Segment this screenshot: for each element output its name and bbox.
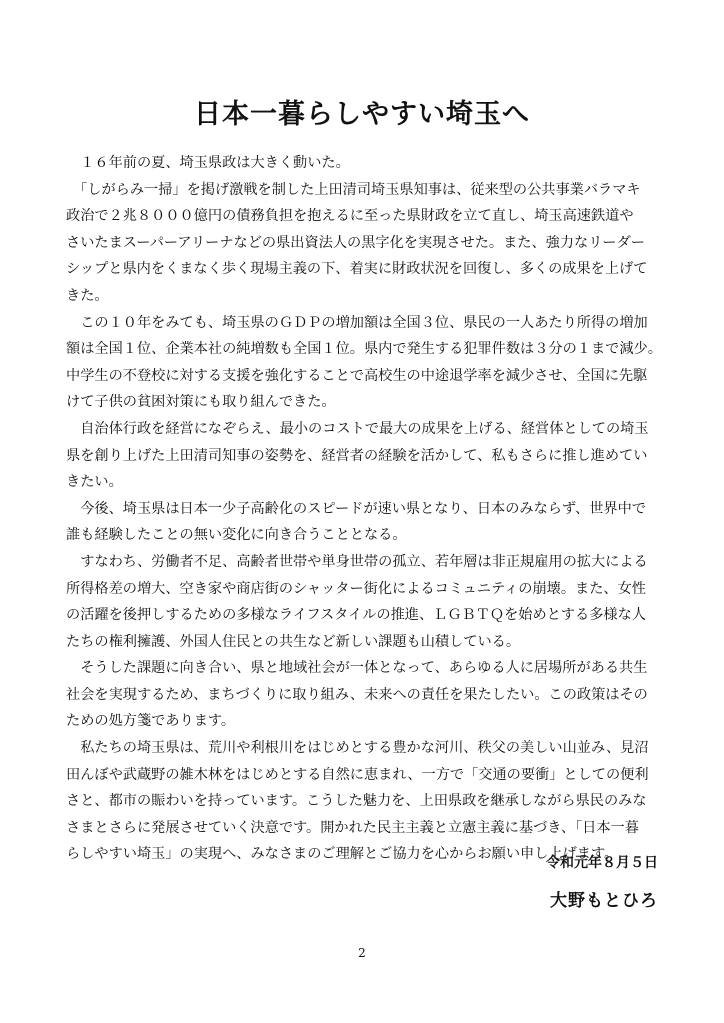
- body-line: 県を創り上げた上田清司知事の姿勢を、経営者の経験を活かして、私もさらに推し進めてい: [66, 447, 648, 464]
- body-line: 政治で２兆８０００億円の債務負担を抱えるに至った県財政を立て直し、埼玉高速鉄道や: [66, 208, 634, 225]
- body-line: 私たちの埼玉県は、荒川や利根川をはじめとする豊かな河川、秩父の美しい山並み、見沼: [66, 740, 649, 757]
- date-line: 令和元年８月５日: [546, 855, 658, 871]
- body-line: らしやすい埼玉」の実現へ、みなさまのご理解とご協力を心からお願い申し上げます。: [66, 846, 619, 863]
- body-line: そうした課題に向き合い、県と地域社会が一体となって、あらゆる人に居場所がある共生: [66, 660, 648, 677]
- body-line: 誰も経験したことの無い変化に向き合うこととなる。: [66, 527, 407, 544]
- body-line: けて子供の貧困対策にも取り組んできた。: [66, 394, 336, 411]
- body-line: さいたまスーパーアリーナなどの県出資法人の黒字化を実現させた。また、強力なリーダー: [66, 234, 645, 251]
- body-line: 所得格差の増大、空き家や商店街のシャッター街化によるコミュニティの崩壊。また、女性: [66, 580, 646, 597]
- author-name: 大野もとひろ: [550, 891, 658, 911]
- body-line: １６年前の夏、埼玉県政は大きく動いた。: [66, 155, 350, 171]
- body-line: 額は全国１位、企業本社の純増数も全国１位。県内で発生する犯罪件数は３分の１まで減少。: [66, 341, 662, 358]
- body-line: 「しがらみ一掃」を掲げ激戦を制した上田清司埼玉県知事は、従来型の公共事業バラマキ: [66, 181, 641, 198]
- body-text: [66, 150, 666, 868]
- body-line: きたい。: [66, 474, 123, 491]
- body-line: 自治体行政を経営になぞらえ、最小のコストで最大の成果を上げる、経営体としての埼玉: [66, 420, 649, 437]
- body-line: シップと県内をくまなく歩く現場主義の下、着実に財政状況を回復し、多くの成果を上げて: [66, 261, 648, 278]
- body-line: 中学生の不登校に対する支援を強化することで高校生の中途退学率を減少させ、全国に先駆: [66, 367, 648, 384]
- body-line: この１０年をみても、埼玉県のＧＤＰの増加額は全国３位、県民の一人あたり所得の増加: [66, 314, 648, 331]
- body-line: たちの権利擁護、外国人住民との共生など新しい課題も山積している。: [66, 633, 521, 650]
- body-line: 社会を実現するため、まちづくりに取り組み、未来への責任を果たしたい。この政策はその: [66, 686, 648, 703]
- body-line: の活躍を後押しするための多様なライフスタイルの推進、ＬＧＢＴＱを始めとする多様な人: [66, 607, 646, 624]
- body-line: 今後、埼玉県は日本一少子高齢化のスピードが速い県となり、日本のみならず、世界中で: [66, 500, 646, 517]
- body-line: すなわち、労働者不足、高齢者世帯や単身世帯の孤立、若年層は非正規雇用の拡大による: [66, 553, 648, 570]
- body-line: さと、都市の賑わいを持っています。こうした魅力を、上田県政を継承しながら県民のみな: [66, 793, 647, 810]
- page-number: 2: [358, 946, 366, 960]
- body-line: ための処方箋であります。: [66, 713, 236, 730]
- page-title: 日本一暮らしやすい埼玉へ: [194, 99, 530, 130]
- body-line: さまとさらに発展させていく決意です。開かれた民主主義と立憲主義に基づき、「日本一暮: [66, 819, 639, 836]
- body-line: 田んぼや武蔵野の雑木林をはじめとする自然に恵まれ、一方で「交通の要衝」としての便利: [66, 766, 649, 783]
- body-line: きた。: [66, 287, 109, 304]
